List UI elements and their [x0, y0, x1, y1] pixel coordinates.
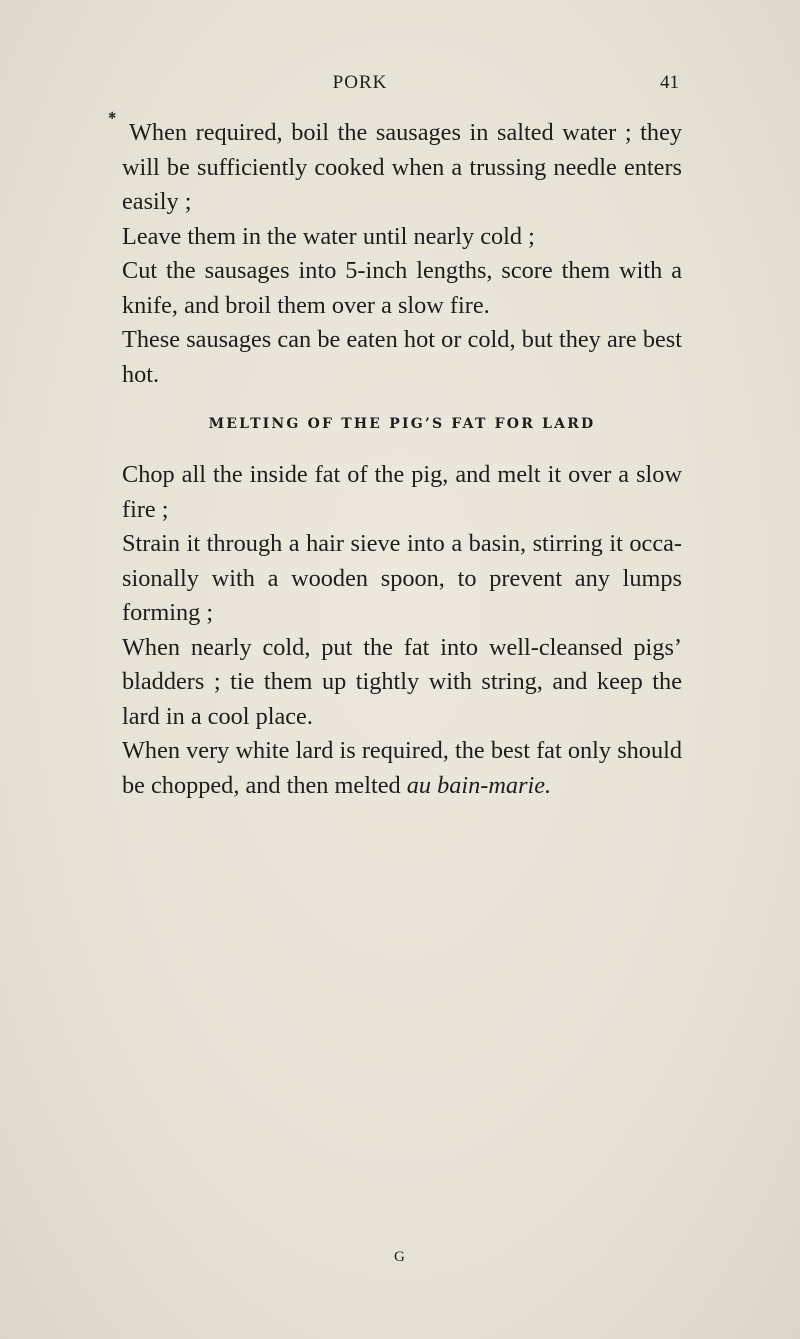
- signature-mark: G: [394, 1249, 406, 1265]
- section-heading: MELTING OF THE PIG’S FAT FOR LARD: [208, 416, 596, 432]
- paragraph: Chop all the inside fat of the pig, and melt it over a slow fire ;: [122, 461, 682, 523]
- page-number: 41: [660, 72, 679, 93]
- italic-phrase: au bain-marie.: [406, 771, 552, 799]
- paragraph: These sausages can be eaten hot or cold, but they are best hot.: [122, 326, 682, 388]
- asterisk-mark: ✱: [108, 111, 117, 122]
- paragraph: When required, boil the sausages in salted water ; they will be sufficiently cooked when a trussing needle enters easily ;: [122, 119, 682, 215]
- running-title: PORK: [332, 72, 388, 93]
- paragraph: When nearly cold, put the fat into well-cleansed pigs’ bladders ; tie them up tightly with string, and keep the lard in a cool place.: [122, 633, 682, 730]
- paragraph: Strain it through a hair sieve into a basin, stirring it occa-sionally with a wooden spoon, to prevent any lumps forming ;: [122, 530, 682, 626]
- paragraph: Cut the sausages into 5-inch lengths, score them with a knife, and broil them over a slow fire.: [122, 257, 682, 319]
- paragraph-text: When very white lard is required, the best fat only should be chopped, and then melted: [122, 737, 682, 799]
- paragraph: Leave them in the water until nearly cold ;: [122, 222, 535, 250]
- paragraph-last: [122, 734, 682, 803]
- body-text: [122, 116, 682, 803]
- running-header: [0, 72, 800, 98]
